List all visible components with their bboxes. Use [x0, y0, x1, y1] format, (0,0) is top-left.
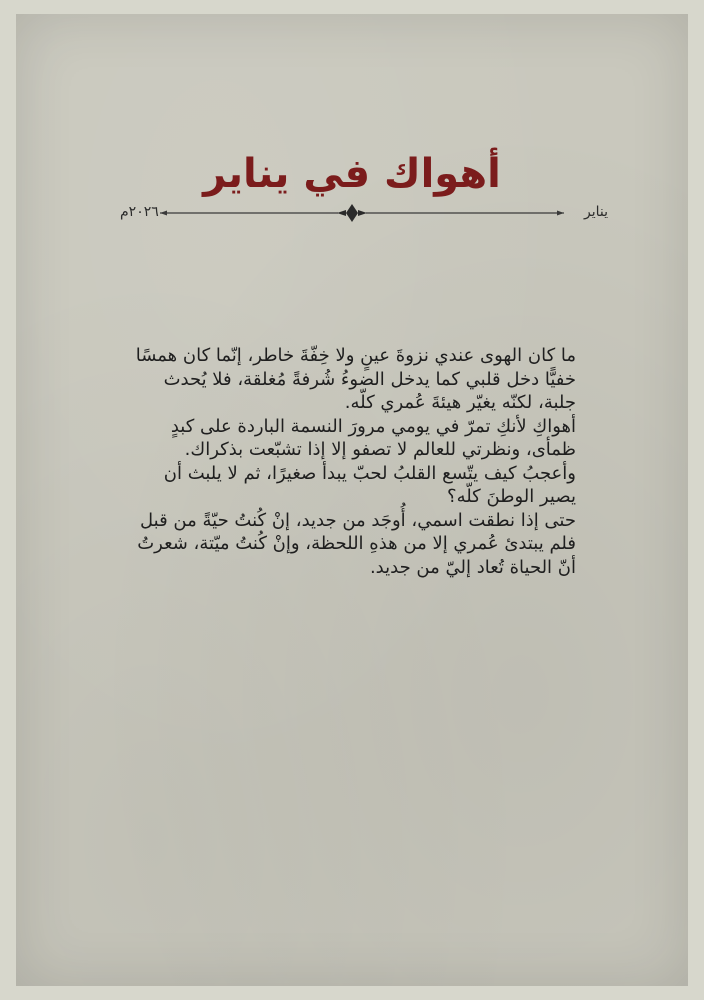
page-title: أهواك في يناير: [203, 151, 501, 197]
date-month: يناير: [583, 204, 608, 220]
paragraph: ما كان الهوى عندي نزوةَ عينٍ ولا خِفّةَ خاطر، إنّما كان همسًا خفيًّا دخل قلبي كما يدخل الضوءُ شُرفةً مُغلقة، فلا يُحدث جلبة، لكنّه يغيّر هيئةَ عُمري كلّه.: [135, 345, 576, 413]
paragraph: حتى إذا نطقت اسمي، أُوجَد من جديد، إنْ كُنتُ حيّةً من قبل فلم يبتدئ عُمري إلا من هذهِ اللحظة، وإنْ كُنتُ ميّتة، شعرتُ أنّ الحياة تُعاد إليّ من جديد.: [137, 509, 576, 578]
poem-body: [128, 344, 576, 579]
paragraph: أهواكِ لأنكِ تمرّ في يومي مرورَ النسمة الباردة على كبدٍ ظمأى، ونظرتي للعالم لا تصفو إلا إذا تشبّعت بذكراك. وأعجبُ كيف يتّسع القلبُ لحبّ يبدأ صغيرًا، ثم لا يلبث أن يصير الوطنَ كلّه؟: [163, 415, 576, 507]
date-year: ٢٠٢٦م: [120, 204, 159, 220]
